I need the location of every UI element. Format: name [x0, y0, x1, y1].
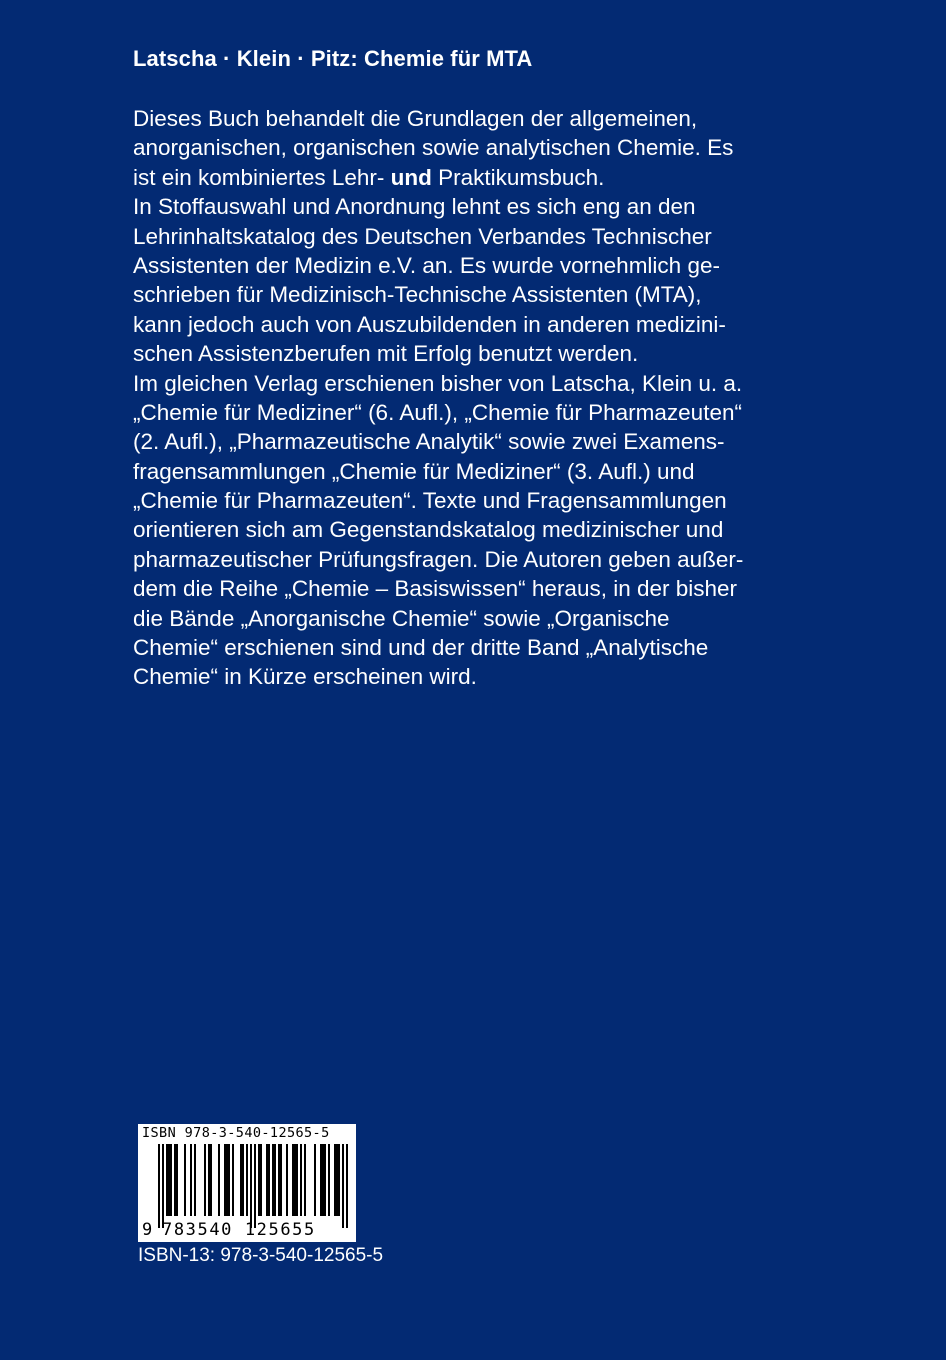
barcode-bar — [158, 1144, 160, 1228]
blurb-segment: schen Assistenzberufen mit Erfolg benutzt werden. — [133, 341, 639, 367]
barcode-bar — [246, 1144, 248, 1216]
barcode-bar — [258, 1144, 260, 1216]
barcode-bar — [228, 1144, 230, 1216]
barcode-bar — [266, 1144, 268, 1216]
blurb-line — [133, 339, 813, 368]
barcode-digits: 783540 125655 — [162, 1220, 316, 1240]
barcode-bar — [184, 1144, 186, 1216]
barcode-bar — [166, 1144, 168, 1216]
barcode-bar — [204, 1144, 206, 1216]
blurb-segment: Lehrinhaltskatalog des Deutschen Verbandes Technischer — [133, 223, 712, 249]
barcode-bar — [342, 1144, 344, 1228]
blurb-segment: Chemie“ erschienen sind und der dritte Band „Analytische — [133, 635, 709, 661]
blurb-segment: In Stoffauswahl und Anordnung lehnt es sich eng an den — [133, 194, 696, 220]
blurb-segment: „Chemie für Pharmazeuten“. Texte und Fragensammlungen — [133, 488, 727, 514]
blurb-line — [133, 457, 813, 486]
blurb-line — [133, 192, 813, 221]
blurb-segment: ist ein kombiniertes Lehr- — [133, 164, 391, 190]
blurb-segment: Chemie“ in Kürze erscheinen wird. — [133, 664, 477, 690]
barcode-bar — [174, 1144, 176, 1216]
blurb-segment: dem die Reihe „Chemie – Basiswissen“ heraus, in der bisher — [133, 576, 738, 602]
barcode-bar — [226, 1144, 228, 1216]
barcode-bar — [168, 1144, 170, 1216]
barcode-bar — [336, 1144, 338, 1216]
barcode-bar — [268, 1144, 270, 1216]
barcode-isbn-label: ISBN 978-3-540-12565-5 — [142, 1125, 330, 1141]
blurb-line — [133, 427, 813, 456]
barcode-bar — [242, 1144, 244, 1216]
barcode-bar — [346, 1144, 348, 1228]
book-title: Latscha · Klein · Pitz: Chemie für MTA — [133, 46, 533, 71]
barcode-bar — [328, 1144, 330, 1216]
barcode-bar — [170, 1144, 172, 1216]
barcode-bar — [250, 1144, 252, 1228]
blurb-line — [133, 574, 813, 603]
barcode-bar — [324, 1144, 326, 1216]
barcode-bar — [194, 1144, 196, 1216]
barcode-bar — [260, 1144, 262, 1216]
blurb-line — [133, 633, 813, 662]
blurb-segment: Dieses Buch behandelt die Grundlagen der allgemeinen, — [133, 106, 698, 131]
blurb-line — [133, 398, 813, 427]
blurb-line — [133, 486, 813, 515]
blurb-line — [133, 369, 813, 398]
blurb-segment: kann jedoch auch von Auszubildenden in anderen medizini- — [133, 311, 726, 337]
blurb-segment: die Bände „Anorganische Chemie“ sowie „Organische — [133, 605, 670, 631]
blurb-segment: Praktikumsbuch. — [431, 164, 605, 190]
barcode-bar — [254, 1144, 256, 1228]
barcode — [138, 1124, 356, 1242]
barcode-bar — [296, 1144, 298, 1216]
blurb-segment: pharmazeutischer Prüfungsfragen. Die Autoren geben außer- — [133, 546, 744, 572]
barcode-bar — [300, 1144, 302, 1216]
blurb-segment: fragensammlungen „Chemie für Mediziner“ (3. Aufl.) und — [133, 458, 695, 484]
blurb-segment: schrieben für Medizinisch-Technische Assistenten (MTA), — [133, 282, 702, 308]
barcode-bar — [190, 1144, 192, 1216]
blurb-line — [133, 310, 813, 339]
barcode-bar — [314, 1144, 316, 1216]
barcode-first-digit: 9 — [142, 1220, 153, 1240]
blurb-segment: anorganischen, organischen sowie analytischen Chemie. Es — [133, 135, 734, 161]
barcode-bar — [320, 1144, 322, 1216]
blurb-bold-word: und — [390, 164, 432, 190]
blurb-segment: Assistenten der Medizin e.V. an. Es wurde vornehmlich ge- — [133, 252, 720, 278]
barcode-bar — [240, 1144, 242, 1216]
barcode-bar — [334, 1144, 336, 1216]
barcode-bar — [224, 1144, 226, 1216]
blurb-line — [133, 545, 813, 574]
blurb-line — [133, 133, 813, 162]
barcode-bar — [278, 1144, 280, 1216]
blurb-line — [133, 280, 813, 309]
blurb-line — [133, 251, 813, 280]
blurb-segment: orientieren sich am Gegenstandskatalog medizinischer und — [133, 517, 724, 543]
barcode-bar — [274, 1144, 276, 1216]
barcode-bar — [322, 1144, 324, 1216]
barcode-bar — [286, 1144, 288, 1216]
blurb-segment: Im gleichen Verlag erschienen bisher von Latscha, Klein u. a. — [133, 370, 743, 396]
blurb-line — [133, 604, 813, 633]
barcode-bar — [210, 1144, 212, 1216]
blurb-text — [133, 104, 813, 692]
barcode-bar — [162, 1144, 164, 1228]
isbn-13-label: ISBN-13: 978-3-540-12565-5 — [138, 1245, 384, 1266]
barcode-bar — [218, 1144, 220, 1216]
barcode-bar — [232, 1144, 234, 1216]
blurb-line — [133, 222, 813, 251]
barcode-bar — [280, 1144, 282, 1216]
blurb-line — [133, 104, 813, 133]
blurb-line — [133, 515, 813, 544]
barcode-bar — [338, 1144, 340, 1216]
barcode-bar — [208, 1144, 210, 1216]
barcode-bar — [304, 1144, 306, 1216]
barcode-bar — [294, 1144, 296, 1216]
barcode-bar — [176, 1144, 178, 1216]
blurb-line — [133, 662, 813, 691]
barcode-bar — [292, 1144, 294, 1216]
blurb-line — [133, 163, 813, 192]
blurb-segment: (2. Aufl.), „Pharmazeutische Analytik“ sowie zwei Examens- — [133, 429, 725, 455]
barcode-bar — [272, 1144, 274, 1216]
blurb-segment: „Chemie für Mediziner“ (6. Aufl.), „Chemie für Pharmazeuten“ — [133, 399, 742, 425]
